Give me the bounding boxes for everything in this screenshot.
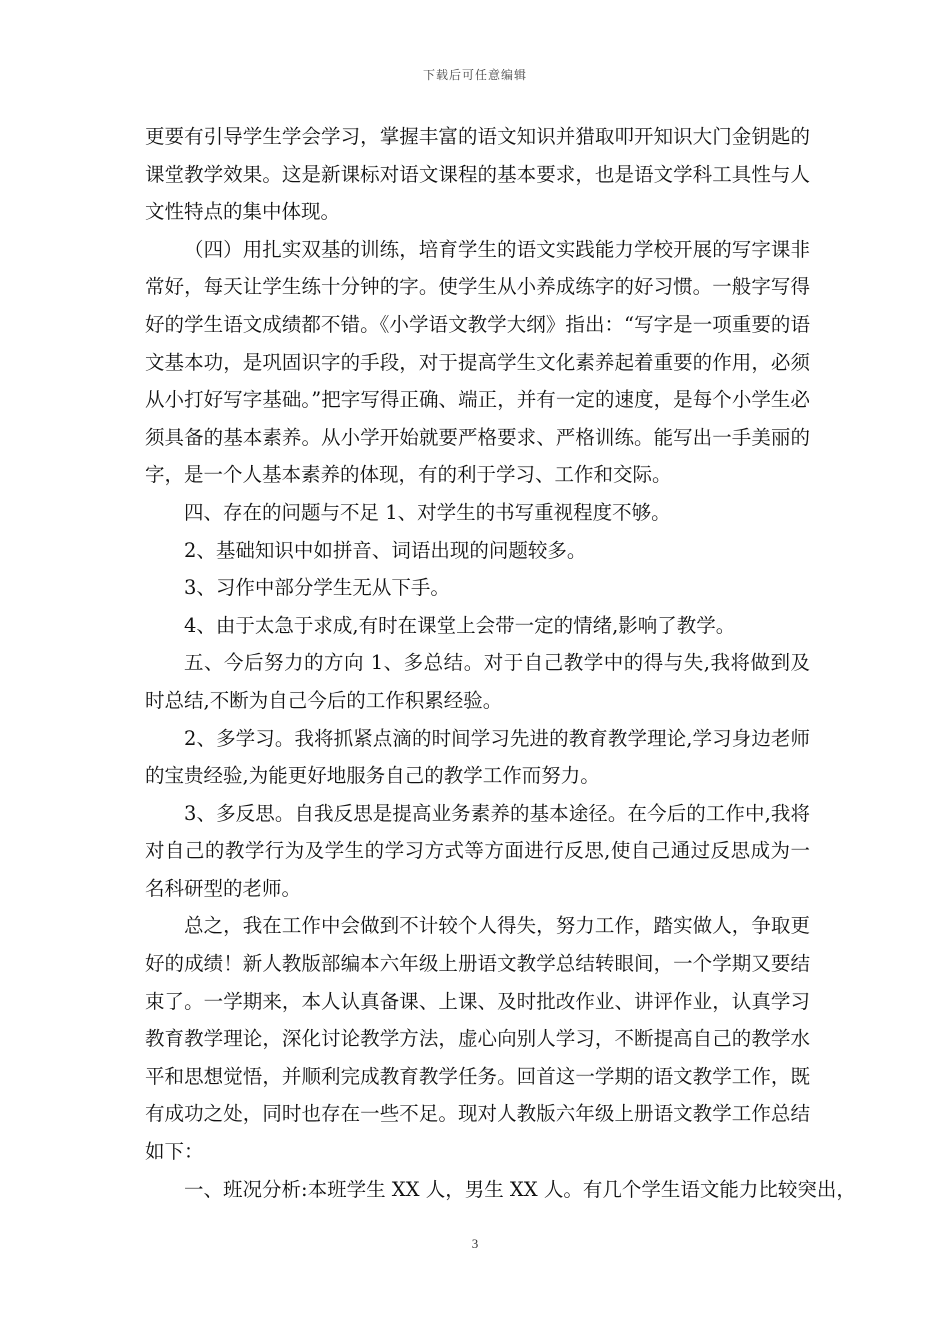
document-body (145, 118, 856, 1208)
paragraph: 2、基础知识中如拼音、词语出现的问题较多。 (184, 538, 587, 562)
paragraph: 一、班况分析:本班学生 XX 人，男生 XX 人。有几个学生语文能力比较突出， (184, 1177, 856, 1201)
paragraph: 2、多学习。我将抓紧点滴的时间学习先进的教育教学理论,学习身边老师的宝贵经验,为能更好地服务自己的教学工作而努力。 (145, 726, 810, 788)
paragraph: （四）用扎实双基的训练，培育学生的语文实践能力学校开展的写字课非常好，每天让学生练十分钟的字。使学生从小养成练字的好习惯。一般字写得好的学生语文成绩都不错。《小学语文教学大纲》指出：“写字是一项重要的语文基本功，是巩固识字的手段，对于提高学生文化素养起着重要的作用，必须从小打好写字基础。”把字写得正确、端正，并有一定的速度，是每个小学生必须具备的基本素养。从小学开始就要严格要求、严格训练。能写出一手美丽的字，是一个人基本素养的体现，有的利于学习、工作和交际。 (145, 237, 810, 487)
paragraph: 更要有引导学生学会学习，掌握丰富的语文知识并猎取叩开知识大门金钥匙的课堂教学效果。这是新课标对语文课程的基本要求，也是语文学科工具性与人文性特点的集中体现。 (145, 125, 810, 224)
paragraph: 3、多反思。自我反思是提高业务素养的基本途径。在今后的工作中,我将对自己的教学行为及学生的学习方式等方面进行反思,使自己通过反思成为一名科研型的老师。 (145, 801, 810, 900)
page-number: 3 (471, 1236, 479, 1251)
paragraph: 总之，我在工作中会做到不计较个人得失，努力工作，踏实做人，争取更好的成绩！新人教版部编本六年级上册语文教学总结转眼间，一个学期又要结束了。一学期来，本人认真备课、上课、及时批改作业、讲评作业，认真学习教育教学理论，深化讨论教学方法，虚心向别人学习，不断提高自己的教学水平和思想觉悟，并顺利完成教育教学任务。回首这一学期的语文教学工作，既有成功之处，同时也存在一些不足。现对人教版六年级上册语文教学工作总结如下： (145, 914, 810, 1164)
page-header: 下载后可任意编辑 (422, 68, 527, 82)
paragraph: 4、由于太急于求成,有时在课堂上会带一定的情绪,影响了教学。 (184, 613, 736, 637)
paragraph: 四、存在的问题与不足 1、对学生的书写重视程度不够。 (184, 500, 671, 524)
paragraph: 3、习作中部分学生无从下手。 (184, 576, 450, 600)
paragraph: 五、今后努力的方向 1、多总结。对于自己教学中的得与失,我将做到及时总结,不断为自己今后的工作积累经验。 (145, 651, 810, 712)
